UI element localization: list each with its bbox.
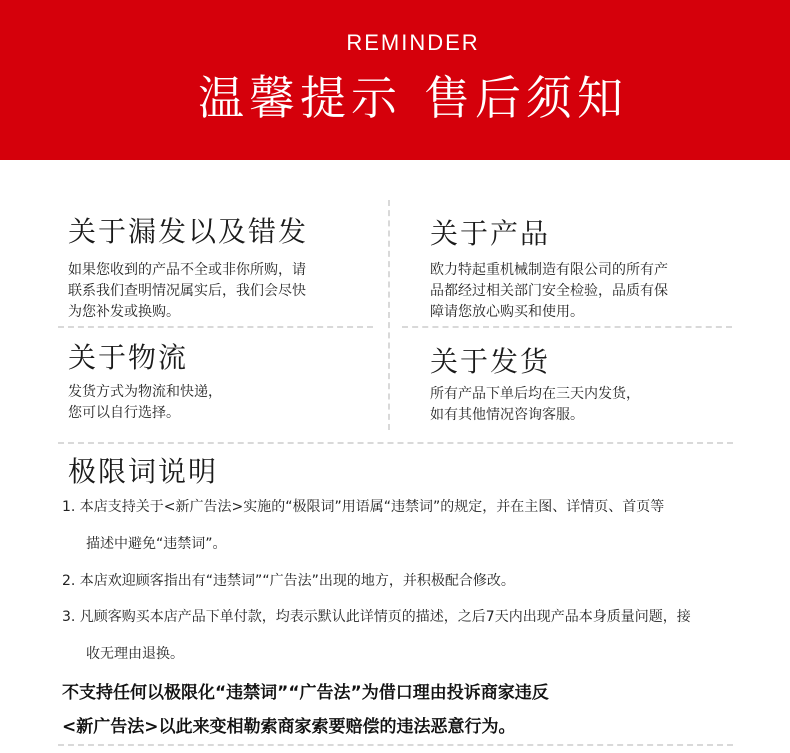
- rule-item: 收无理由退换。: [86, 646, 184, 662]
- vertical-divider: [388, 200, 390, 430]
- section-title: 关于发货: [430, 345, 551, 378]
- section-text: 品都经过相关部门安全检验，品质有保: [430, 283, 668, 299]
- header-banner: [0, 0, 790, 160]
- limit-words-title: 极限词说明: [68, 455, 219, 488]
- divider-left: [58, 326, 373, 328]
- banner-title-right: 售后须知: [424, 71, 628, 125]
- divider-right: [402, 326, 732, 328]
- banner-title: [0, 62, 790, 128]
- section-misdelivery: [68, 210, 308, 323]
- rule-item: 3. 凡顾客购买本店产品下单付款，均表示默认此详情页的描述，之后7天内出现产品本身质量问题，接: [62, 609, 691, 625]
- section-title: 关于产品: [430, 217, 551, 250]
- banner-subtitle: REMINDER: [346, 30, 480, 55]
- section-text: 如果您收到的产品不全或非你所购，请: [68, 262, 306, 278]
- section-text: 联系我们查明情况属实后，我们会尽快: [68, 283, 306, 299]
- section-text: 发货方式为物流和快递，: [68, 384, 222, 400]
- section-products: [430, 212, 668, 323]
- section-text: 欧力特起重机械制造有限公司的所有产: [430, 262, 668, 278]
- section-title: 关于漏发以及错发: [68, 215, 309, 248]
- divider-bottom: [58, 744, 733, 746]
- rule-item: 1. 本店支持关于<新广告法>实施的“极限词”用语属“违禁词”的规定，并在主图、详情页、首页等: [62, 499, 665, 515]
- warning-text: <新广告法>以此来变相勒索商家索要赔偿的违法恶意行为。: [62, 717, 516, 737]
- section-text: 障请您放心购买和使用。: [430, 304, 584, 320]
- warning-text: 不支持任何以极限化“违禁词”“广告法”为借口理由投诉商家违反: [62, 683, 549, 703]
- rule-item: 描述中避免“违禁词”。: [86, 536, 227, 552]
- section-text: 如有其他情况咨询客服。: [430, 407, 584, 423]
- rule-item: 2. 本店欢迎顾客指出有“违禁词”“广告法”出现的地方，并积极配合修改。: [62, 573, 515, 589]
- section-text: 所有产品下单后均在三天内发货，: [430, 386, 640, 402]
- divider-middle: [58, 442, 733, 444]
- section-text: 为您补发或换购。: [68, 304, 180, 320]
- section-shipping: [430, 340, 640, 426]
- banner-title-left: 温馨提示: [198, 71, 402, 125]
- section-logistics: [68, 336, 222, 424]
- section-title: 关于物流: [68, 341, 189, 374]
- section-text: 您可以自行选择。: [68, 405, 180, 421]
